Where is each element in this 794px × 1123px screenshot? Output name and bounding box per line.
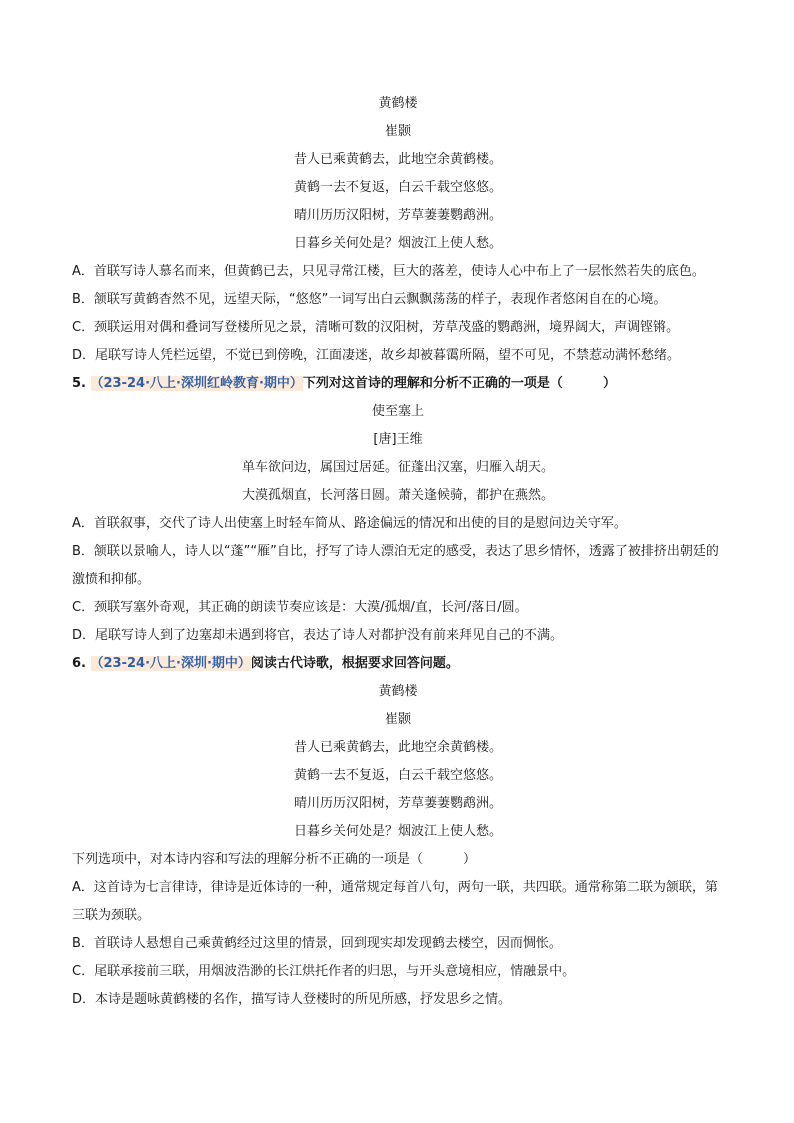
poem-author: [唐]王维 (373, 432, 423, 447)
poem-author: 崔颢 (384, 124, 411, 139)
answer-option-a: A．这首诗为七言律诗，律诗是近体诗的一种，通常规定每首八句，两句一联，共四联。通常称第二联为颔联，第三联为颈联。 (72, 880, 718, 923)
answer-option-d: D．本诗是题咏黄鹤楼的名作，描写诗人登楼时的所见所感，抒发思乡之情。 (72, 992, 512, 1007)
question-number: 6. (72, 656, 86, 671)
poem-author: 崔颢 (384, 712, 411, 727)
question-prompt-text: 下列选项中，对本诗内容和写法的理解分析不正确的一项是（ (72, 852, 424, 867)
poem-title: 使至塞上 (371, 404, 424, 419)
poem-line: 昔人已乘黄鹤去，此地空余黄鹤楼。 (293, 152, 502, 167)
question-text: 下列对这首诗的理解和分析不正确的一项是（ (302, 376, 563, 391)
answer-option-a: A．首联写诗人慕名而来，但黄鹤已去，只见寻常江楼，巨大的落差，使诗人心中布上了一层怅然若失的底色。 (72, 264, 705, 279)
poem-line: 单车欲问边，属国过居延。征蓬出汉塞，归雁入胡天。 (241, 460, 554, 475)
answer-option-a: A．首联叙事，交代了诗人出使塞上时轻车简从、路途偏远的情况和出使的目的是慰问边关守军。 (72, 516, 627, 531)
poem-line: 黄鹤一去不复返，白云千载空悠悠。 (293, 768, 502, 783)
poem-line: 日暮乡关何处是？烟波江上使人愁。 (293, 824, 502, 839)
poem-line: 晴川历历汉阳树，芳草萋萋鹦鹉洲。 (293, 208, 502, 223)
question-prompt (72, 846, 724, 874)
answer-option-c: C．颈联运用对偶和叠词写登楼所见之景，清晰可数的汉阳树，芳草茂盛的鹦鹉洲，境界阔大，声调铿锵。 (72, 320, 680, 335)
question-paren-close: ） (602, 376, 616, 391)
source-tag: （23-24·八上·深圳·期中） (90, 656, 251, 671)
answer-option-b: B．颔联写黄鹤杳然不见，远望天际，“悠悠”一词写出白云飘飘荡荡的样子，表现作者悠闲自在的心境。 (72, 292, 667, 307)
answer-option-b: B．颔联以景喻人，诗人以“蓬”“雁”自比，抒写了诗人漂泊无定的感受，表达了思乡情怀，透露了被排挤出朝廷的激愤和抑郁。 (72, 544, 719, 587)
poem-title: 黄鹤楼 (378, 684, 418, 699)
answer-option-d: D．尾联写诗人凭栏远望，不觉已到傍晚，江面凄迷，故乡却被暮霭所隔，望不可见，不禁惹动满怀愁绪。 (72, 348, 681, 363)
question-5-header (72, 370, 724, 398)
question-paren-close: ） (463, 852, 477, 867)
question-text: 阅读古代诗歌，根据要求回答问题。 (250, 656, 459, 671)
poem-line: 大漠孤烟直，长河落日圆。萧关逢候骑，都护在燕然。 (241, 488, 554, 503)
poem-line: 日暮乡关何处是？烟波江上使人愁。 (293, 236, 502, 251)
poem-line: 黄鹤一去不复返，白云千载空悠悠。 (293, 180, 502, 195)
answer-option-b: B．首联诗人悬想自己乘黄鹤经过这里的情景，回到现实却发现鹤去楼空，因而惆怅。 (72, 936, 562, 951)
document-page (72, 90, 724, 1014)
poem-title: 黄鹤楼 (378, 96, 418, 111)
answer-option-c: C．颈联写塞外奇观，其正确的朗读节奏应该是：大漠/孤烟/直，长河/落日/圆。 (72, 600, 528, 615)
question-6-header (72, 650, 724, 678)
question-number: 5. (72, 376, 86, 391)
answer-option-d: D．尾联写诗人到了边塞却未遇到将官，表达了诗人对都护没有前来拜见自己的不满。 (72, 628, 564, 643)
source-tag: （23-24·八上·深圳红岭教育·期中） (90, 376, 303, 391)
poem-line: 昔人已乘黄鹤去，此地空余黄鹤楼。 (293, 740, 502, 755)
answer-option-c: C．尾联承接前三联，用烟波浩渺的长江烘托作者的归思，与开头意境相应，情融景中。 (72, 964, 576, 979)
poem-line: 晴川历历汉阳树，芳草萋萋鹦鹉洲。 (293, 796, 502, 811)
